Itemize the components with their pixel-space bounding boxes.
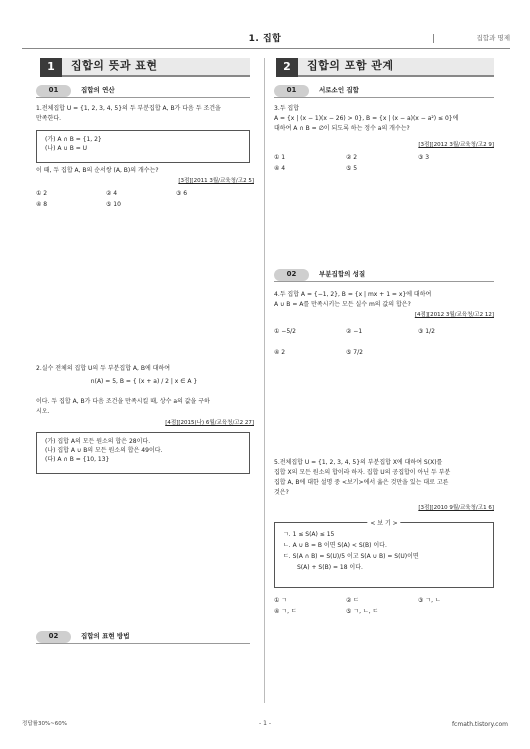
section-number: 1 (40, 58, 62, 77)
question-text: 집합 A, B에 대한 설명 중 <보기>에서 옳은 것만을 있는 대로 고른 (274, 479, 449, 486)
condition-item: (나) A ∪ B = U (45, 145, 88, 152)
choice-5[interactable]: ⑤ ㄱ, ㄴ, ㄷ (346, 608, 379, 615)
question-1 (36, 104, 252, 124)
section-title: 집합의 포함 관계 (298, 58, 494, 77)
question-source: [3점][2012 3월/교육청/고2 9] (418, 142, 494, 148)
question-text: 만족한다. (36, 115, 62, 122)
footer-site: fcmath.tistory.com (451, 721, 508, 728)
question-source: [3점][2011 3월/교육청/고2 5] (178, 178, 254, 184)
answer-choices (36, 188, 246, 210)
question-text: 시오. (36, 408, 50, 415)
choice-2[interactable]: ② −1 (346, 328, 363, 335)
bogi-item: ㄴ. A ∪ B = B 이면 S(A) < S(B) 이다. (283, 542, 387, 549)
condition-item: (가) A ∩ B = {1, 2} (45, 136, 102, 143)
question-formula: n(A) = 5, B = { (x + a) / 2 | x ∈ A } (90, 378, 198, 385)
bogi-item: ㄷ. S(A ∩ B) = S(U)/5 이고 S(A ∪ B) = S(U)이면 (283, 553, 419, 560)
question-text: 4.두 집합 A = {−1, 2}, B = {x | mx + 1 = x}에 대하여 (274, 291, 432, 298)
question-text: 1.전체집합 U = {1, 2, 3, 4, 5}의 두 부분집합 A, B가 다음 두 조건을 (36, 105, 221, 112)
subsection-title: 집합의 연산 (81, 85, 115, 94)
question-5 (274, 458, 496, 498)
subsection-heading (274, 84, 494, 98)
section-2-heading (276, 58, 494, 77)
choice-3[interactable]: ③ ㄱ, ㄴ (418, 597, 441, 604)
choice-4[interactable]: ④ ㄱ, ㄷ (274, 608, 297, 615)
column-divider (264, 58, 265, 703)
question-source: [4점][2015(나) 6월/교육청/고2 27] (165, 420, 254, 426)
question-text: 것은? (274, 489, 289, 496)
choice-5[interactable]: ⑤ 5 (346, 165, 358, 172)
header-divider (433, 34, 434, 43)
question-source: [4점][2012 3월/교육청/고2 12] (414, 312, 494, 318)
bogi-item: ㄱ. 1 ≤ S(A) ≤ 15 (283, 531, 335, 538)
choice-5[interactable]: ⑤ 7/2 (346, 349, 363, 356)
choice-1[interactable]: ① ㄱ (274, 597, 288, 604)
choice-1[interactable]: ① 1 (274, 154, 286, 161)
subsection-number: 01 (274, 85, 309, 97)
subsection-number: 01 (36, 85, 71, 97)
page-number: - 1 - (259, 720, 271, 727)
bogi-label: < 보 기 > (367, 518, 400, 529)
bogi-box (274, 522, 494, 588)
section-title: 집합의 뜻과 표현 (62, 58, 250, 77)
subsection-heading (274, 268, 494, 282)
subsection-title: 부분집합의 성질 (319, 269, 366, 278)
choice-4[interactable]: ④ 4 (274, 165, 286, 172)
choice-3[interactable]: ③ 1/2 (418, 328, 435, 335)
subsection-number: 02 (274, 269, 309, 281)
header-rule (22, 48, 510, 49)
choice-2[interactable]: ② ㄷ (346, 597, 360, 604)
condition-item: (다) A ∩ B = {10, 13} (45, 456, 110, 463)
section-number: 2 (276, 58, 298, 77)
choice-2[interactable]: ② 4 (106, 190, 118, 197)
question-source: [3점][2010 9월/교육청/고1 6] (418, 505, 494, 511)
bogi-item: S(A) + S(B) = 18 이다. (297, 564, 363, 571)
subsection-number: 02 (36, 631, 71, 643)
choice-2[interactable]: ② 2 (346, 154, 358, 161)
subsection-title: 서로소인 집합 (319, 85, 359, 94)
choice-1[interactable]: ① 2 (36, 190, 48, 197)
question-text: 이다. 두 집합 A, B가 다음 조건을 만족시킬 때, 상수 a의 값을 구하 (36, 398, 210, 405)
answer-choices (274, 326, 494, 358)
subsection-heading (36, 84, 250, 98)
question-text: A ∪ B = A를 만족시키는 모든 실수 m의 값의 합은? (274, 301, 411, 308)
subsection-heading (36, 630, 250, 644)
condition-box (36, 130, 250, 163)
question-4 (274, 290, 496, 310)
question-text: A = {x | (x − 1)(x − 26) > 0}, B = {x | (x − a)(x − a²) ≤ 0}에 (274, 115, 459, 122)
condition-item: (가) 집합 A의 모든 원소의 합은 28이다. (45, 438, 151, 445)
question-text: 3.두 집합 (274, 105, 300, 112)
choice-4[interactable]: ④ 8 (36, 201, 48, 208)
page-header-title: 1. 집합 (248, 34, 282, 44)
question-text: 5.전체집합 U = {1, 2, 3, 4, 5}의 부분집합 X에 대하여 S(X)를 (274, 459, 443, 466)
question-text: 집합 X의 모든 원소의 합이라 하자. 집합 U의 공집합이 아닌 두 부분 (274, 469, 451, 476)
choice-3[interactable]: ③ 6 (176, 190, 188, 197)
condition-box (36, 432, 250, 474)
question-3 (274, 104, 496, 134)
question-2-body (36, 397, 252, 417)
answer-choices (274, 152, 494, 174)
choice-3[interactable]: ③ 3 (418, 154, 430, 161)
question-2: 2.실수 전체의 집합 U의 두 부분집합 A, B에 대하여 (36, 365, 171, 372)
section-1-heading (40, 58, 250, 77)
footer-accuracy: 정답률30%~60% (22, 721, 67, 727)
choice-1[interactable]: ① −5/2 (274, 328, 296, 335)
question-text: 대하여 A ∩ B = ∅이 되도록 하는 정수 a의 개수는? (274, 125, 410, 132)
question-text: 이 때, 두 집합 A, B의 순서쌍 (A, B)의 개수는? (36, 167, 159, 174)
condition-item: (나) 집합 A ∪ B의 모든 원소의 합은 49이다. (45, 447, 163, 454)
choice-4[interactable]: ④ 2 (274, 349, 286, 356)
header-chapter: 집합과 명제 (476, 34, 510, 42)
answer-choices (274, 595, 494, 617)
subsection-title: 집합의 표현 방법 (81, 631, 130, 640)
choice-5[interactable]: ⑤ 10 (106, 201, 121, 208)
